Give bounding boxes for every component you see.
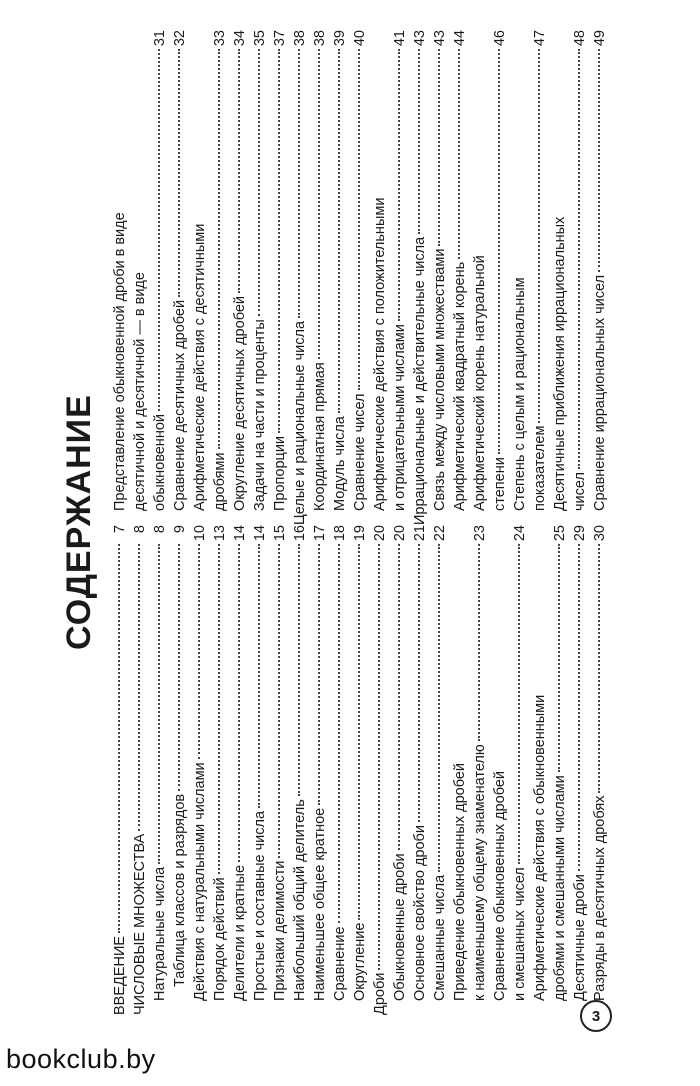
toc-entry [472,525,492,1015]
dot-leader [298,544,300,796]
dot-leader [498,49,500,454]
toc-entry-page: 16 [292,525,308,542]
dot-leader [278,544,280,857]
toc-entry-title: Действия с натуральными числами [192,762,208,1001]
toc-entry-title: дробями [212,452,228,511]
toc-entry [552,525,572,1015]
toc-entry [312,30,332,525]
toc-entry [312,525,332,1015]
toc-entry [152,30,172,525]
toc-entry [412,525,432,1015]
toc-entry-page: 20 [372,525,388,542]
dot-leader [178,49,180,297]
toc-entry [132,525,152,1015]
toc-entry-page: 25 [552,525,568,542]
toc-entry [492,30,512,525]
toc-entry-title: Обыкновенные дроби [392,853,408,1001]
toc-entry-title: Основное свойство дроби [412,825,428,1001]
toc-entry-title: Пропорции [272,435,288,511]
toc-entry [172,525,192,1015]
toc-entry-page: 46 [492,30,508,47]
toc-entry-title: Простые и составные числа [252,810,268,1001]
toc-entry-page: 32 [172,30,188,47]
toc-entry-title: Наименьшее общее кратное [312,807,328,1001]
toc-entry [372,525,392,1015]
toc-entry [272,30,292,525]
toc-entry [212,30,232,525]
toc-entry [252,525,272,1015]
toc-entry-title: и смешанных чисел [512,867,528,1001]
toc-entry-page: 24 [512,525,528,542]
toc-entry-page: 38 [312,30,328,47]
toc-entry-title: Делители и кратные [232,864,248,1001]
toc-entry-title: Степень с целым и рациональным [512,277,528,511]
toc-entry [432,30,452,525]
toc-entry [132,30,152,525]
toc-entry-title: Десятичные приближения иррациональных [552,216,568,511]
toc-entry-title: Связь между числовыми множествами [432,248,448,511]
toc-entry [492,525,512,1015]
toc-entry [332,30,352,525]
dot-leader [598,544,600,792]
toc-entry-page: 8 [132,525,148,534]
toc-entry-title: Иррациональные и действительные числа [412,236,428,525]
dot-leader [318,49,320,359]
toc-entry-title: Наибольший общий делитель [292,799,308,1001]
toc-entry [532,525,552,1015]
toc-entry-page: 22 [432,525,448,542]
toc-entry [192,525,212,1015]
toc-entry [212,525,232,1015]
dot-leader [578,544,580,871]
toc-entry-title: ВВЕДЕНИЕ [112,935,128,1015]
toc-entry [112,30,132,525]
dot-leader [358,49,360,390]
toc-entry-page: 43 [412,30,428,47]
toc-entry [372,30,392,525]
toc-entry [572,525,592,1015]
toc-entry-page: 34 [232,30,248,47]
dot-leader [538,49,540,422]
toc-entry [232,30,252,525]
toc-entry-page: 40 [352,30,368,47]
toc-entry-page: 38 [292,30,308,47]
toc-entry [172,30,192,525]
toc-left-column [112,525,612,1015]
toc-entry-page: 17 [312,525,328,542]
toc-entry-title: степени [492,457,508,511]
toc-entry-title: Округление [352,922,368,1001]
toc-entry-page: 44 [452,30,468,47]
dot-leader [598,49,600,272]
toc-entry-page: 15 [272,525,288,542]
toc-entry [152,525,172,1015]
dot-leader [178,544,180,791]
toc-entry-page: 48 [572,30,588,47]
toc-entry-page: 20 [392,525,408,542]
dot-leader [358,544,360,919]
toc-entry-page: 49 [592,30,608,47]
toc-entry-page: 31 [152,30,168,47]
toc-entry-page: 7 [112,525,128,534]
toc-entry-title: десятичной и десятичной — в виде [132,272,148,511]
toc-entry-title: Десятичные дроби [572,874,588,1001]
toc-entry-page: 30 [592,525,608,542]
toc-entry [272,525,292,1015]
dot-leader [118,544,120,933]
toc-entry [332,525,352,1015]
toc-entry [232,525,252,1015]
dot-leader [238,49,240,293]
dot-leader [198,544,200,759]
toc-entry-title: Натуральные числа [152,866,168,1001]
toc-entry-title: Сравнение десятичных дробей [172,299,188,511]
toc-entry-title: Таблица классов и разрядов [172,793,188,987]
dot-leader [278,49,280,433]
toc-entry [452,525,472,1015]
toc-entry-page: 13 [212,525,228,542]
toc-entry [292,30,312,525]
dot-leader [258,544,260,808]
toc-entry [512,525,532,1015]
toc-entry [532,30,552,525]
toc-entry-title: Сравнение [332,926,348,1001]
toc-entry-title: показателем [532,425,548,511]
toc-entry-title: Арифметические действия с десятичными [192,223,208,511]
toc-entry-page: 43 [432,30,448,47]
toc-entry-title: Округление десятичных дробей [232,296,248,511]
toc-entry-title: Сравнение чисел [352,393,368,511]
toc-entry [112,525,132,1015]
toc-entry-page: 21 [412,525,428,542]
dot-leader [158,49,160,411]
toc-entry-page: 29 [572,525,588,542]
toc-entry-title: Смешанные числа [432,874,448,1001]
toc-entry-title: Сравнение иррациональных чисел [592,274,608,511]
toc-entry-title: Арифметический корень натуральной [472,255,488,511]
toc-entry-title: Арифметические действия с положительными [372,197,388,511]
toc-entry-page: 35 [252,30,268,47]
toc-entry-title: и отрицательными числами [392,324,408,511]
toc-entry-page: 9 [172,525,188,534]
dot-leader [338,49,340,413]
dot-leader [338,544,340,923]
toc-entry [392,525,412,1015]
toc-entry-page: 19 [352,525,368,542]
toc-entry-title: чисел [572,472,588,511]
toc-entry [432,525,452,1015]
toc-entry [472,30,492,525]
toc-entry-page: 47 [532,30,548,47]
toc-entry [392,30,412,525]
dot-leader [438,544,440,872]
toc-entry [252,30,272,525]
rotated-content [60,30,620,1030]
dot-leader [418,49,420,234]
toc-entry-title: Признаки делимости [272,860,288,1001]
toc-entry-title: дробями и смешанными числами [552,775,568,1001]
toc-entry [452,30,472,525]
toc-entry-title: Порядок действий [212,877,228,1001]
dot-leader [418,544,420,822]
toc-entry [512,30,532,525]
toc-entry [592,525,612,1015]
toc-entry [412,30,432,525]
toc-entry-title: обыкновенной [152,414,168,511]
toc-entry-page: 39 [332,30,348,47]
toc-entry [572,30,592,525]
dot-leader [218,49,220,449]
toc-entry-title: Задачи на части и проценты [252,319,268,511]
toc-right-column [112,30,612,525]
dot-leader [238,544,240,862]
toc-entry [552,30,572,525]
toc-entry-page: 14 [252,525,268,542]
dot-leader [218,544,220,874]
toc-entry-title: к наименьшему общему знаменателю [472,744,488,1001]
toc-entry-page: 18 [332,525,348,542]
dot-leader [378,544,380,970]
dot-leader [298,49,300,318]
toc-entry-title: Арифметические действия с обыкновенными [532,694,548,1001]
dot-leader [318,544,320,805]
page-title: СОДЕРЖАНИЕ [60,394,98,650]
toc-entry-title: Сравнение обыкновенных дробей [492,771,508,1001]
dot-leader [258,49,260,316]
toc-entry-page: 14 [232,525,248,542]
toc-entry-title: Целые и рациональные числа [292,320,308,525]
dot-leader [438,49,440,245]
toc-entry [592,30,612,525]
toc-entry-title: Модуль числа [332,416,348,511]
toc-entry-title: Координатная прямая [312,362,328,511]
toc-entry-title: Представление обыкновенной дроби в виде [112,212,128,511]
toc-entry-page: 8 [152,525,168,534]
toc-entry [192,30,212,525]
toc-entry-title: Дроби [372,972,388,1015]
dot-leader [478,544,480,741]
dot-leader [558,544,560,772]
toc-entry-page: 37 [272,30,288,47]
toc-entry-page: 41 [392,30,408,47]
toc-entry [352,30,372,525]
toc-entry-title: Приведение обыкновенных дробей [452,762,468,1001]
toc-entry [352,525,372,1015]
page-number: 3 [580,1000,612,1032]
dot-leader [398,49,400,321]
toc-entry-title: ЧИСЛОВЫЕ МНОЖЕСТВА [132,833,148,1015]
toc-entry [292,525,312,1015]
dot-leader [398,544,400,850]
dot-leader [138,544,140,831]
dot-leader [578,49,580,469]
toc-entry-title: Арифметический квадратный корень [452,261,468,511]
dot-leader [458,49,460,259]
toc-entry-page: 23 [472,525,488,542]
dot-leader [518,544,520,864]
toc-entry-page: 33 [212,30,228,47]
watermark-logo: bookclub.by [6,1044,156,1074]
toc-entry-title: Разряды в десятичных дробях [592,795,608,1001]
dot-leader [158,544,160,864]
toc-entry-page: 10 [192,525,208,542]
